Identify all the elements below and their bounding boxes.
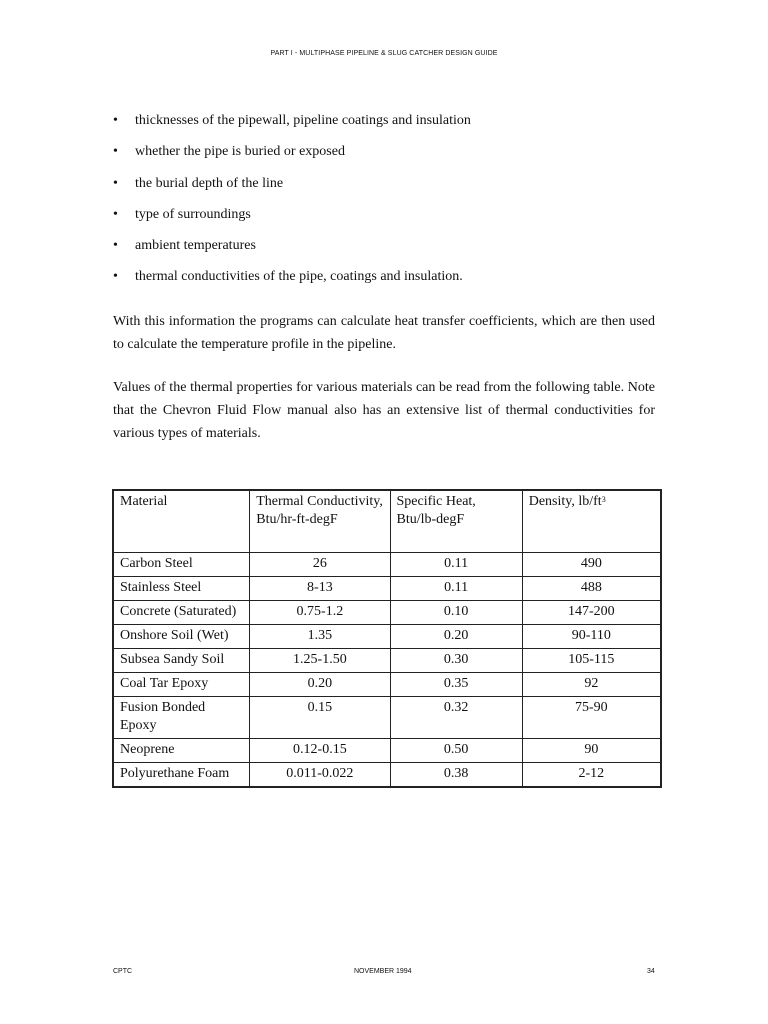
cell-thermal-conductivity: 26: [250, 553, 390, 577]
table-row: [113, 649, 661, 673]
cell-thermal-conductivity: 8-13: [250, 577, 390, 601]
table-row: [113, 763, 661, 788]
cell-material: Coal Tar Epoxy: [113, 673, 250, 697]
header-density-superscript: 3: [601, 495, 606, 504]
bullet-text: type of surroundings: [135, 206, 251, 222]
bullet-text: thicknesses of the pipewall, pipeline coatings and insulation: [135, 113, 471, 128]
footer-date: NOVEMBER 1994: [354, 968, 412, 975]
bullet-text: whether the pipe is buried or exposed: [135, 144, 345, 160]
cell-density: 90-110: [522, 625, 661, 649]
cell-material: Neoprene: [113, 739, 250, 763]
cell-thermal-conductivity: 0.12-0.15: [250, 739, 390, 763]
cell-thermal-conductivity: 0.15: [250, 697, 390, 739]
table-header-row: [113, 490, 661, 553]
cell-density: 90: [522, 739, 661, 763]
cell-specific-heat: 0.11: [390, 577, 522, 601]
cell-specific-heat: 0.30: [390, 649, 522, 673]
header-thermal-conductivity: Thermal Conductivity, Btu/hr-ft-degF: [250, 490, 390, 553]
cell-material: Polyurethane Foam: [113, 763, 250, 788]
cell-specific-heat: 0.20: [390, 625, 522, 649]
bullet-item: [113, 174, 673, 205]
table-row: [113, 673, 661, 697]
cell-density: 75-90: [522, 697, 661, 739]
footer-left: CPTC: [113, 968, 133, 975]
cell-material: Concrete (Saturated): [113, 601, 250, 625]
cell-material: Stainless Steel: [113, 577, 250, 601]
cell-thermal-conductivity: 0.20: [250, 673, 390, 697]
bullet-item: [113, 142, 673, 173]
paragraph-heat-transfer: With this information the programs can calculate heat transfer coefficients, which are then used to calculate the temperature profile in the pipeline.: [113, 314, 655, 352]
cell-thermal-conductivity: 0.75-1.2: [250, 601, 390, 625]
table-row: [113, 625, 661, 649]
thermal-properties-table: [112, 489, 662, 788]
cell-material: Carbon Steel: [113, 553, 250, 577]
bullet-list: [113, 111, 673, 299]
table-row: [113, 577, 661, 601]
bullet-item: [113, 111, 673, 142]
bullet-text: thermal conductivities of the pipe, coatings and insulation.: [135, 269, 463, 285]
header-density-label: Density, lb/ft: [528, 494, 602, 509]
cell-density: 147-200: [522, 601, 661, 625]
bullet-text: ambient temperatures: [135, 238, 256, 254]
bullet-text: the burial depth of the line: [135, 175, 284, 191]
bullet-glyph: •: [113, 175, 118, 191]
bullet-glyph: •: [113, 113, 118, 128]
cell-density: 490: [522, 553, 661, 577]
page-header: PART I - MULTIPHASE PIPELINE & SLUG CATCHER DESIGN GUIDE: [270, 50, 498, 57]
header-material: Material: [113, 490, 250, 553]
cell-specific-heat: 0.38: [390, 763, 522, 788]
bullet-glyph: •: [113, 206, 118, 222]
cell-density: 105-115: [522, 649, 661, 673]
cell-density: 92: [522, 673, 661, 697]
footer-page-number: 34: [647, 968, 655, 975]
bullet-item: [113, 205, 673, 236]
table-row: [113, 601, 661, 625]
cell-material: Fusion Bonded Epoxy: [113, 697, 250, 739]
table-row: [113, 739, 661, 763]
cell-specific-heat: 0.32: [390, 697, 522, 739]
cell-specific-heat: 0.35: [390, 673, 522, 697]
cell-material: Subsea Sandy Soil: [113, 649, 250, 673]
cell-density: 2-12: [522, 763, 661, 788]
cell-thermal-conductivity: 1.35: [250, 625, 390, 649]
header-density: [522, 490, 661, 553]
table-body: [113, 553, 661, 788]
table-row: [113, 697, 661, 739]
paragraph-thermal-properties: Values of the thermal properties for various materials can be read from the following table. Note that the Chevron Fluid Flow manual also has an extensive list of thermal conductivities for various types of materials.: [113, 380, 655, 441]
cell-thermal-conductivity: 1.25-1.50: [250, 649, 390, 673]
cell-thermal-conductivity: 0.011-0.022: [250, 763, 390, 788]
cell-density: 488: [522, 577, 661, 601]
cell-specific-heat: 0.11: [390, 553, 522, 577]
table-row: [113, 553, 661, 577]
cell-specific-heat: 0.10: [390, 601, 522, 625]
bullet-item: [113, 236, 673, 267]
header-specific-heat: Specific Heat, Btu/lb-degF: [390, 490, 522, 553]
bullet-glyph: •: [113, 238, 118, 254]
bullet-glyph: •: [113, 144, 118, 160]
cell-specific-heat: 0.50: [390, 739, 522, 763]
bullet-glyph: •: [113, 269, 118, 285]
bullet-item: [113, 267, 673, 298]
cell-material: Onshore Soil (Wet): [113, 625, 250, 649]
